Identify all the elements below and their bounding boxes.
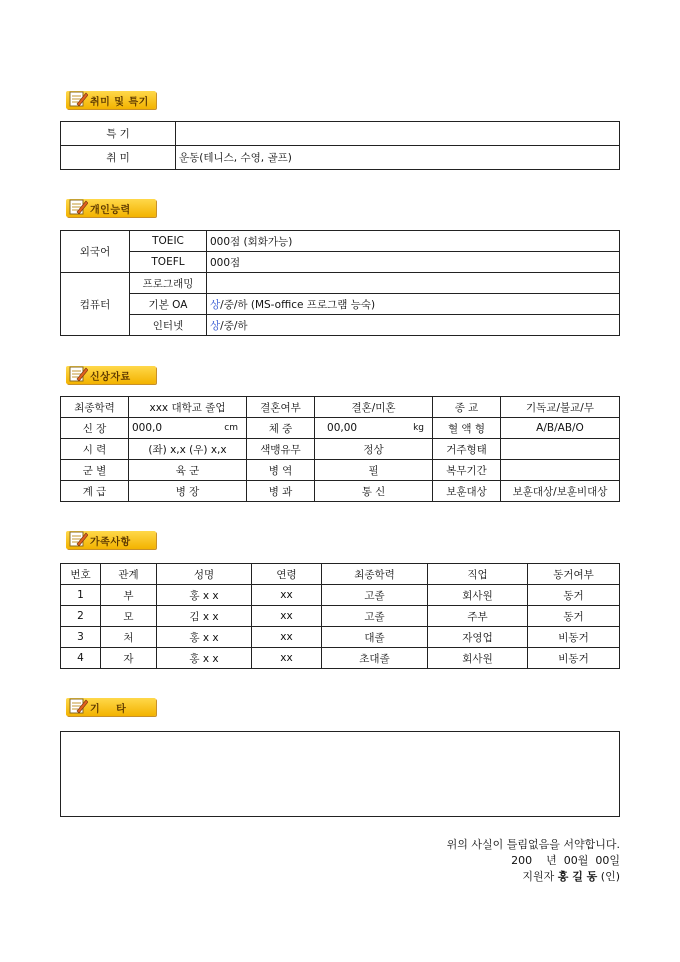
- section-title: 기 타: [90, 704, 127, 715]
- family-no: 2: [61, 606, 101, 627]
- family-cohabit: 비동거: [528, 627, 620, 648]
- table-row: [61, 627, 620, 648]
- personal-table: [60, 396, 620, 502]
- military-service-label: 병 역: [247, 460, 315, 481]
- family-table: [60, 563, 620, 669]
- family-name: 홍 x x: [157, 585, 252, 606]
- religion-label: 종 교: [433, 397, 501, 418]
- family-job: 회사원: [428, 585, 528, 606]
- computer-label: 컴퓨터: [61, 273, 130, 336]
- memo-pencil-icon: [68, 197, 88, 217]
- table-row: [61, 606, 620, 627]
- internet-value: [207, 315, 620, 336]
- family-relation: 자: [101, 648, 157, 669]
- rank-label: 계 급: [61, 481, 129, 502]
- family-no: 3: [61, 627, 101, 648]
- toefl-value: 000점: [207, 252, 620, 273]
- section-badge: [66, 698, 156, 716]
- military-branch-value: 육 군: [129, 460, 247, 481]
- applicant-suffix: (인): [600, 870, 620, 883]
- family-job: 주부: [428, 606, 528, 627]
- family-relation: 처: [101, 627, 157, 648]
- family-name: 김 x x: [157, 606, 252, 627]
- family-job: 자영업: [428, 627, 528, 648]
- hobby-label: 취 미: [61, 146, 176, 170]
- memo-pencil-icon: [68, 529, 88, 549]
- family-header-job: 직업: [428, 564, 528, 585]
- memo-pencil-icon: [68, 364, 88, 384]
- height-value: 000,0: [129, 418, 187, 439]
- family-no: 4: [61, 648, 101, 669]
- applicant-prefix: 지원자: [522, 870, 555, 883]
- eyesight-label: 시 력: [61, 439, 129, 460]
- family-header-cohabit: 동거여부: [528, 564, 620, 585]
- colorblind-label: 색맹유무: [247, 439, 315, 460]
- military-service-value: 필: [315, 460, 433, 481]
- family-cohabit: 동거: [528, 606, 620, 627]
- weight-value: 00,00: [315, 418, 372, 439]
- foreign-language-label: 외국어: [61, 231, 130, 273]
- family-age: xx: [252, 606, 322, 627]
- table-row: [61, 648, 620, 669]
- religion-value: 기독교/불교/무: [501, 397, 620, 418]
- weight-unit: kg: [372, 418, 433, 439]
- section-badge: [66, 91, 156, 109]
- internet-level-high: 상: [210, 319, 221, 332]
- ability-table: [60, 230, 620, 336]
- family-cohabit: 동거: [528, 585, 620, 606]
- colorblind-value: 정상: [315, 439, 433, 460]
- family-relation: 부: [101, 585, 157, 606]
- family-name: 홍 x x: [157, 648, 252, 669]
- family-education: 초대졸: [322, 648, 428, 669]
- toeic-value: 000점 (회화가능): [207, 231, 620, 252]
- residence-label: 거주형태: [433, 439, 501, 460]
- section-etc: [66, 697, 156, 717]
- family-relation: 모: [101, 606, 157, 627]
- family-education: 고졸: [322, 585, 428, 606]
- section-personal: [66, 365, 156, 385]
- weight-label: 체 중: [247, 418, 315, 439]
- section-ability: [66, 198, 156, 218]
- section-title: 취미 및 특기: [90, 97, 149, 108]
- section-badge: [66, 531, 156, 549]
- section-title: 개인능력: [90, 205, 131, 216]
- family-education: 고졸: [322, 606, 428, 627]
- family-no: 1: [61, 585, 101, 606]
- blood-type-label: 혈 액 형: [433, 418, 501, 439]
- service-period-value: [501, 460, 620, 481]
- veteran-value: 보훈대상/보훈비대상: [501, 481, 620, 502]
- rank-value: 병 장: [129, 481, 247, 502]
- hobby-table: [60, 121, 620, 170]
- specialty-branch-value: 통 신: [315, 481, 433, 502]
- eyesight-value: (좌) x,x (우) x,x: [129, 439, 247, 460]
- section-badge: [66, 199, 156, 217]
- family-age: xx: [252, 585, 322, 606]
- service-period-label: 복무기간: [433, 460, 501, 481]
- etc-textbox: [60, 731, 620, 817]
- veteran-label: 보훈대상: [433, 481, 501, 502]
- family-header-education: 최종학력: [322, 564, 428, 585]
- toefl-label: TOEFL: [130, 252, 207, 273]
- specialty-label: 특 기: [61, 122, 176, 146]
- family-header-no: 번호: [61, 564, 101, 585]
- oath-line: 위의 사실이 틀림없음을 서약합니다.: [446, 838, 620, 851]
- section-badge: [66, 366, 156, 384]
- programming-value: [207, 273, 620, 294]
- date-line: 200 년 00월 00일: [511, 854, 620, 867]
- oa-label: 기본 OA: [130, 294, 207, 315]
- memo-pencil-icon: [68, 89, 88, 109]
- marital-value: 결혼/미혼: [315, 397, 433, 418]
- family-cohabit: 비동거: [528, 648, 620, 669]
- internet-level-rest: /중/하: [220, 319, 248, 332]
- applicant-name: 홍 길 동: [557, 870, 598, 883]
- family-header-name: 성명: [157, 564, 252, 585]
- military-branch-label: 군 별: [61, 460, 129, 481]
- residence-value: [501, 439, 620, 460]
- section-title: 가족사항: [90, 537, 131, 548]
- family-job: 회사원: [428, 648, 528, 669]
- toeic-label: TOEIC: [130, 231, 207, 252]
- blood-type-value: A/B/AB/O: [501, 418, 620, 439]
- signature-line: [522, 868, 620, 884]
- family-age: xx: [252, 648, 322, 669]
- family-age: xx: [252, 627, 322, 648]
- specialty-value: [176, 122, 620, 146]
- family-header-age: 연령: [252, 564, 322, 585]
- family-header-relation: 관계: [101, 564, 157, 585]
- marital-label: 결혼여부: [247, 397, 315, 418]
- section-hobby: [66, 90, 156, 110]
- height-unit: cm: [187, 418, 247, 439]
- height-label: 신 장: [61, 418, 129, 439]
- internet-label: 인터넷: [130, 315, 207, 336]
- hobby-value: 운동(테니스, 수영, 골프): [176, 146, 620, 170]
- memo-pencil-icon: [68, 696, 88, 716]
- education-label: 최종학력: [61, 397, 129, 418]
- specialty-branch-label: 병 과: [247, 481, 315, 502]
- table-row: [61, 585, 620, 606]
- oa-value: [207, 294, 620, 315]
- family-name: 홍 x x: [157, 627, 252, 648]
- section-family: [66, 530, 156, 550]
- section-title: 신상자료: [90, 372, 131, 383]
- oa-level-high: 상: [210, 298, 221, 311]
- family-education: 대졸: [322, 627, 428, 648]
- programming-label: 프로그래밍: [130, 273, 207, 294]
- education-value: xxx 대학교 졸업: [129, 397, 247, 418]
- oa-level-rest: /중/하 (MS-office 프로그램 능숙): [220, 298, 376, 311]
